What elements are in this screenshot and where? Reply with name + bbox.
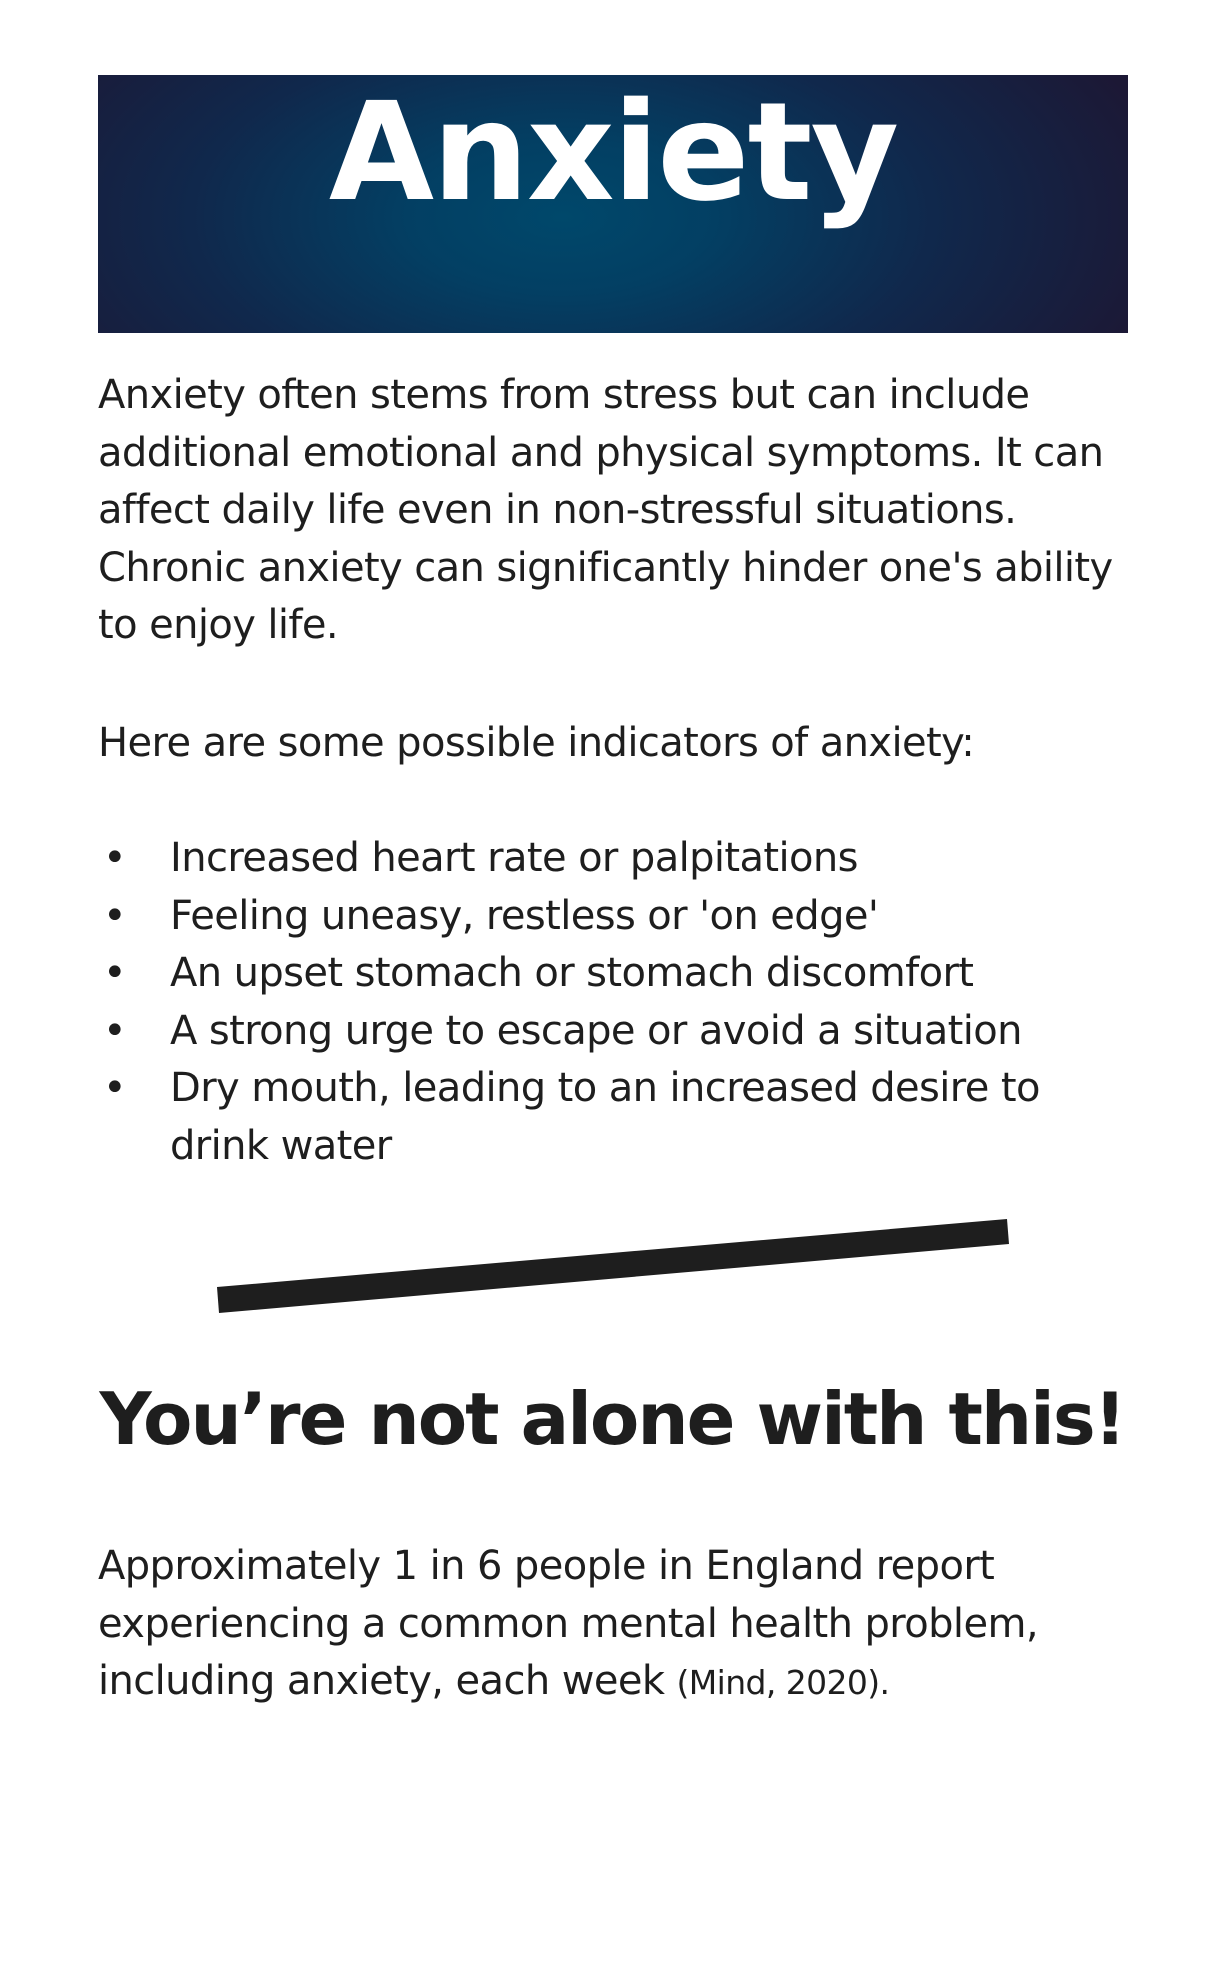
statistic-paragraph	[98, 1538, 1138, 1712]
indicator-text: An upset stomach or stomach discomfort	[170, 950, 974, 996]
title-banner	[98, 75, 1128, 333]
citation-text: (Mind, 2020).	[676, 1663, 890, 1702]
indicator-item	[98, 888, 1098, 946]
bullet-icon: •	[103, 892, 126, 939]
page-title: Anxiety	[328, 74, 898, 233]
statistic-text: Approximately 1 in 6 people in England report experiencing a common mental health problem, including anxiety, each week	[98, 1543, 1038, 1704]
support-headline: You’re not alone with this!	[99, 1377, 1125, 1461]
bullet-icon: •	[103, 1065, 126, 1111]
indicator-item	[98, 1003, 1098, 1061]
indicator-item	[98, 830, 1098, 888]
divider-bar	[217, 1219, 1009, 1313]
indicator-text: Increased heart rate or palpitations	[170, 835, 858, 881]
bullet-icon: •	[103, 1007, 126, 1054]
bullet-icon: •	[103, 835, 126, 881]
indicator-item	[98, 1060, 1098, 1175]
indicators-list	[98, 830, 1098, 1175]
indicators-lead: Here are some possible indicators of anxiety:	[98, 720, 975, 766]
indicator-text: Feeling uneasy, restless or 'on edge'	[170, 892, 879, 939]
bullet-icon: •	[103, 950, 126, 996]
intro-paragraph: Anxiety often stems from stress but can include additional emotional and physical symptoms. It can affect daily life even in non-stressful situations. Chronic anxiety can significantly hinder one's ability to enjoy life.	[98, 372, 1113, 648]
indicator-text: Dry mouth, leading to an increased desire to drink water	[170, 1065, 1040, 1169]
indicator-item	[98, 945, 1098, 1003]
indicator-text: A strong urge to escape or avoid a situation	[170, 1007, 1022, 1054]
